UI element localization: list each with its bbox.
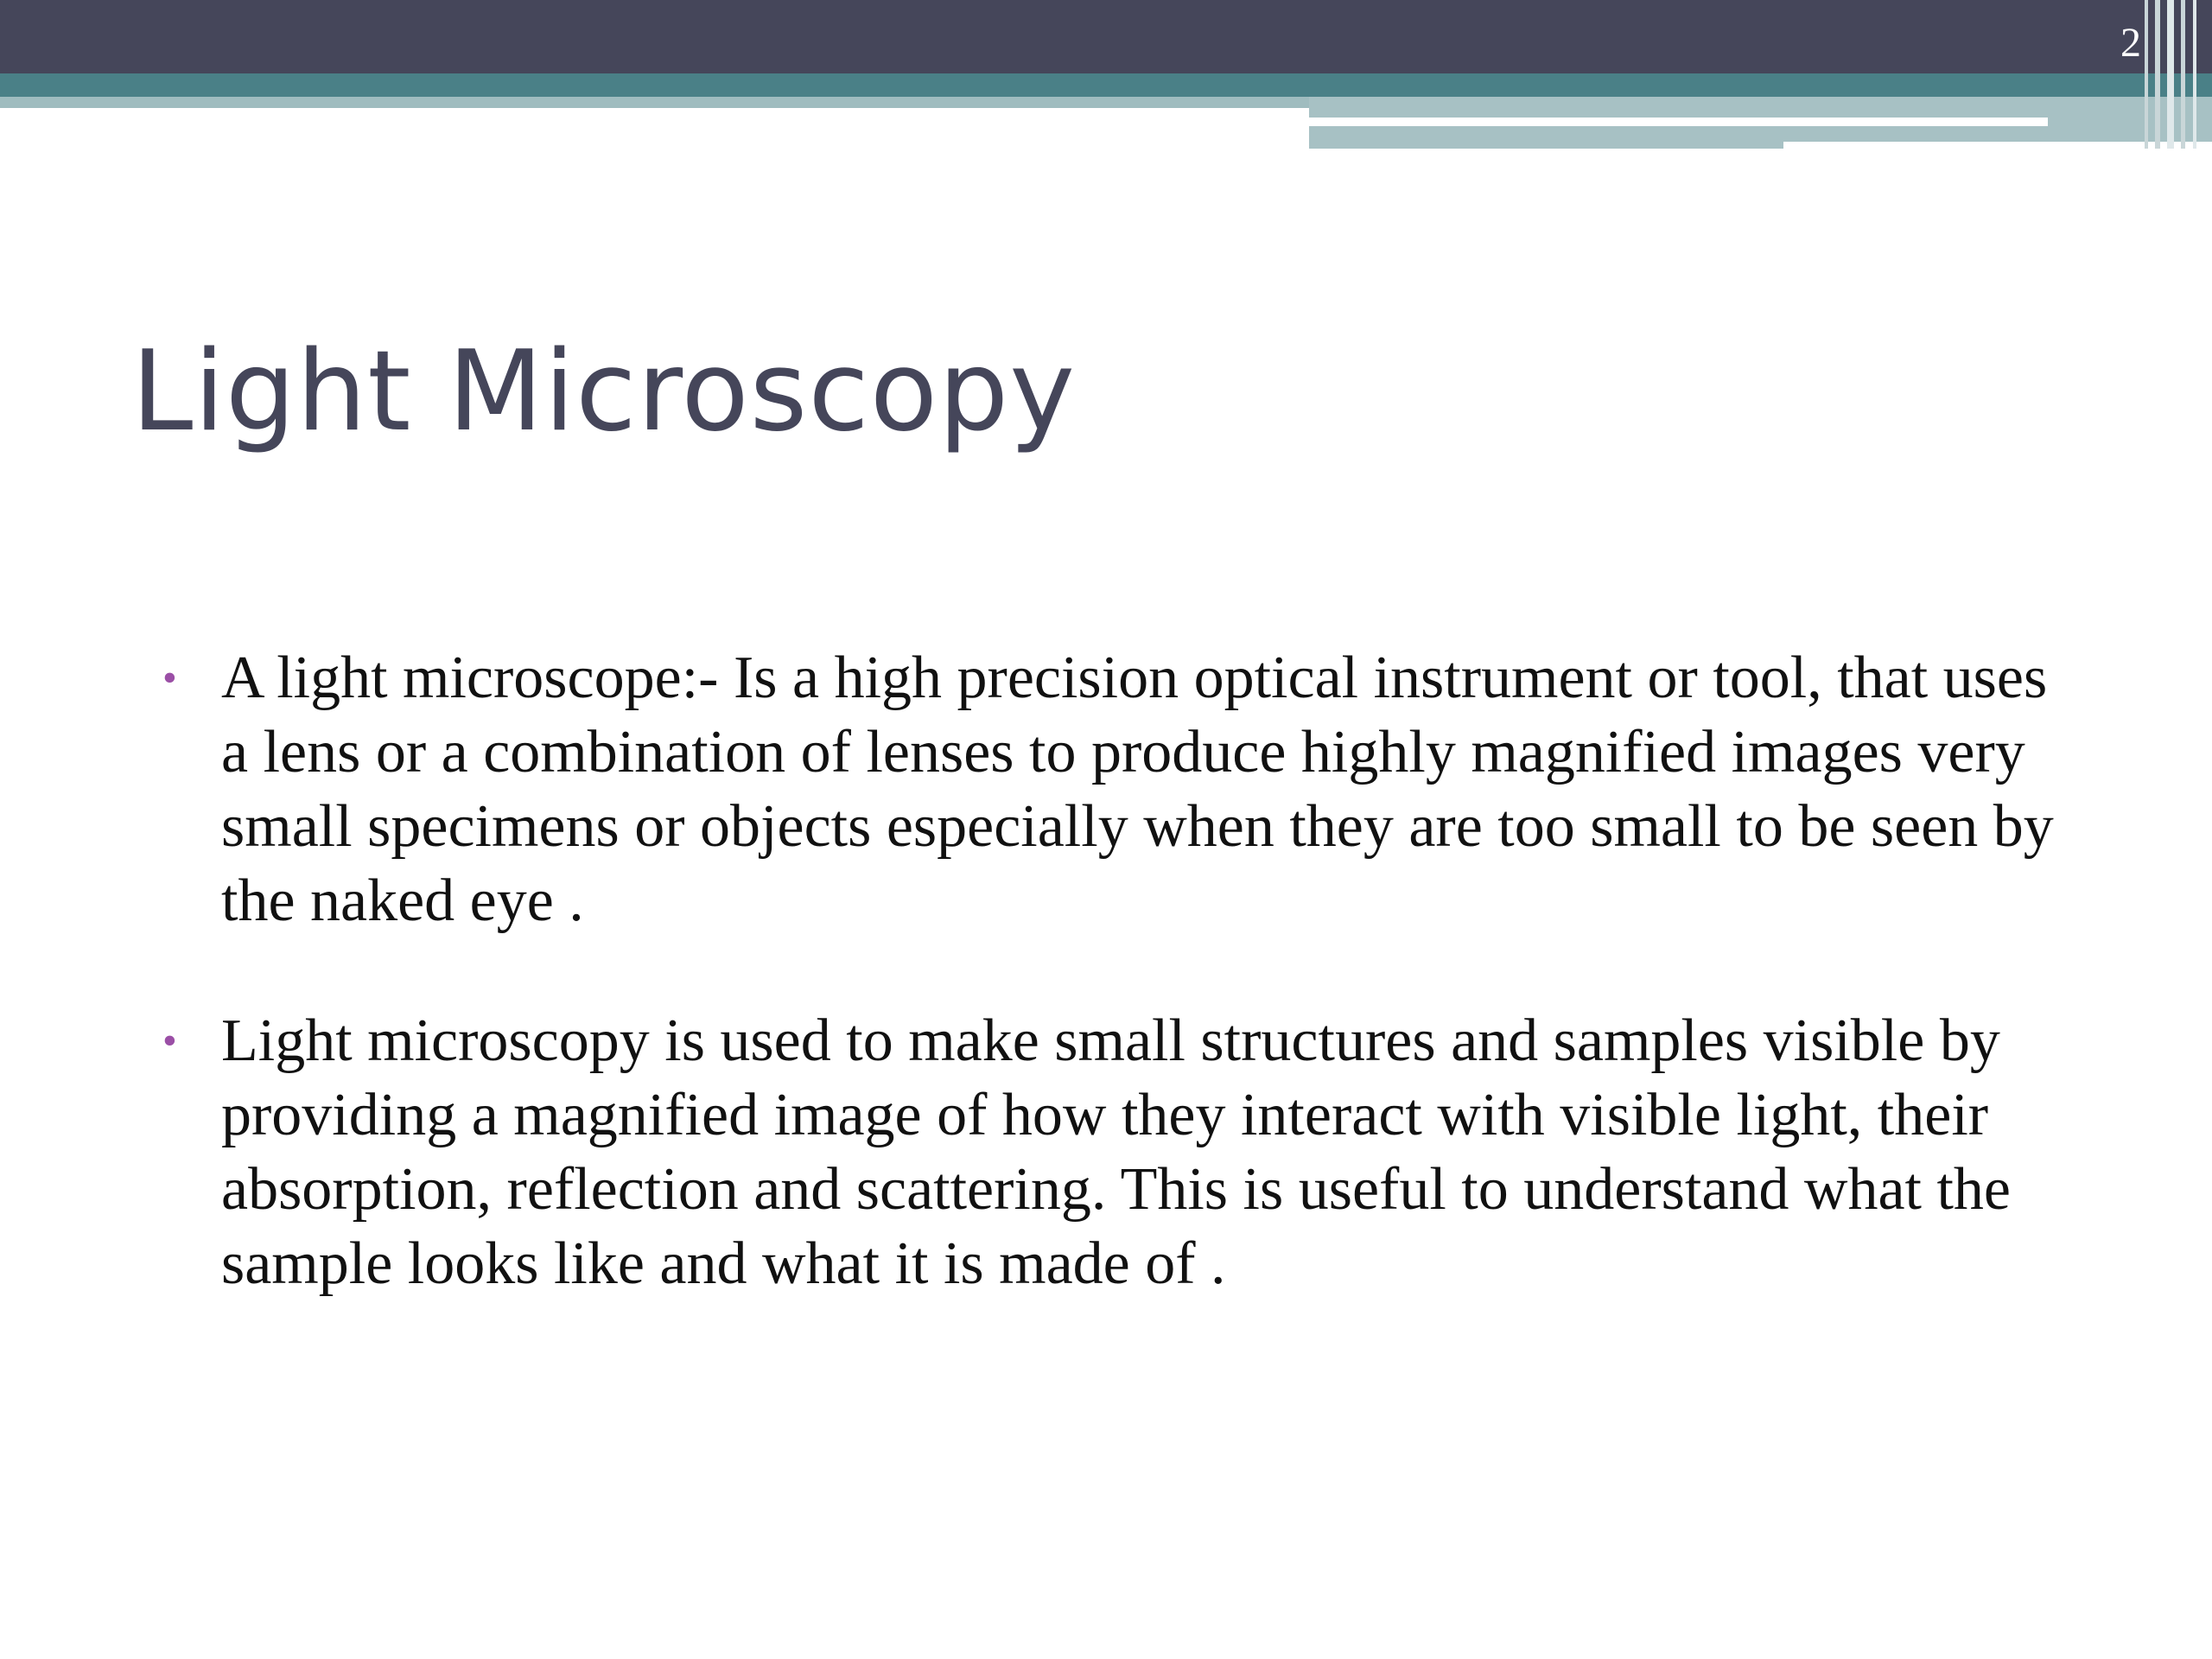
header-vertical-stripe	[2167, 0, 2174, 149]
header-vertical-stripe	[2181, 0, 2185, 149]
slide-number: 2	[2120, 20, 2141, 66]
bullet-text: Light microscopy is used to make small structures and samples visible by providing a magnified image of how they interact with visible light, their absorption, reflection and scattering. This is useful to understand what the sample looks like and what it is made of .	[221, 1007, 2011, 1297]
bullet-list	[156, 641, 2082, 1367]
bullet-dot-icon: •	[162, 655, 177, 701]
bullet-dot-icon: •	[162, 1018, 177, 1064]
header-dark-bar	[0, 0, 2212, 73]
bullet-item	[156, 641, 2082, 938]
bullet-text: A light microscope:- Is a high precision optical instrument or tool, that uses a lens or a combination of lenses to produce highly magnified images very small specimens or objects especially when they are too small to be seen by the naked eye .	[221, 645, 2054, 934]
header-light-bar-left	[0, 97, 1309, 108]
header-vertical-stripe	[2155, 0, 2160, 149]
header-vertical-stripe	[2145, 0, 2148, 149]
bullet-item	[156, 1004, 2082, 1301]
header-white-line	[1309, 118, 2048, 126]
slide-title: Light Microscopy	[131, 327, 1076, 456]
header-vertical-stripe	[2193, 0, 2196, 149]
header-teal-bar	[0, 73, 2212, 97]
